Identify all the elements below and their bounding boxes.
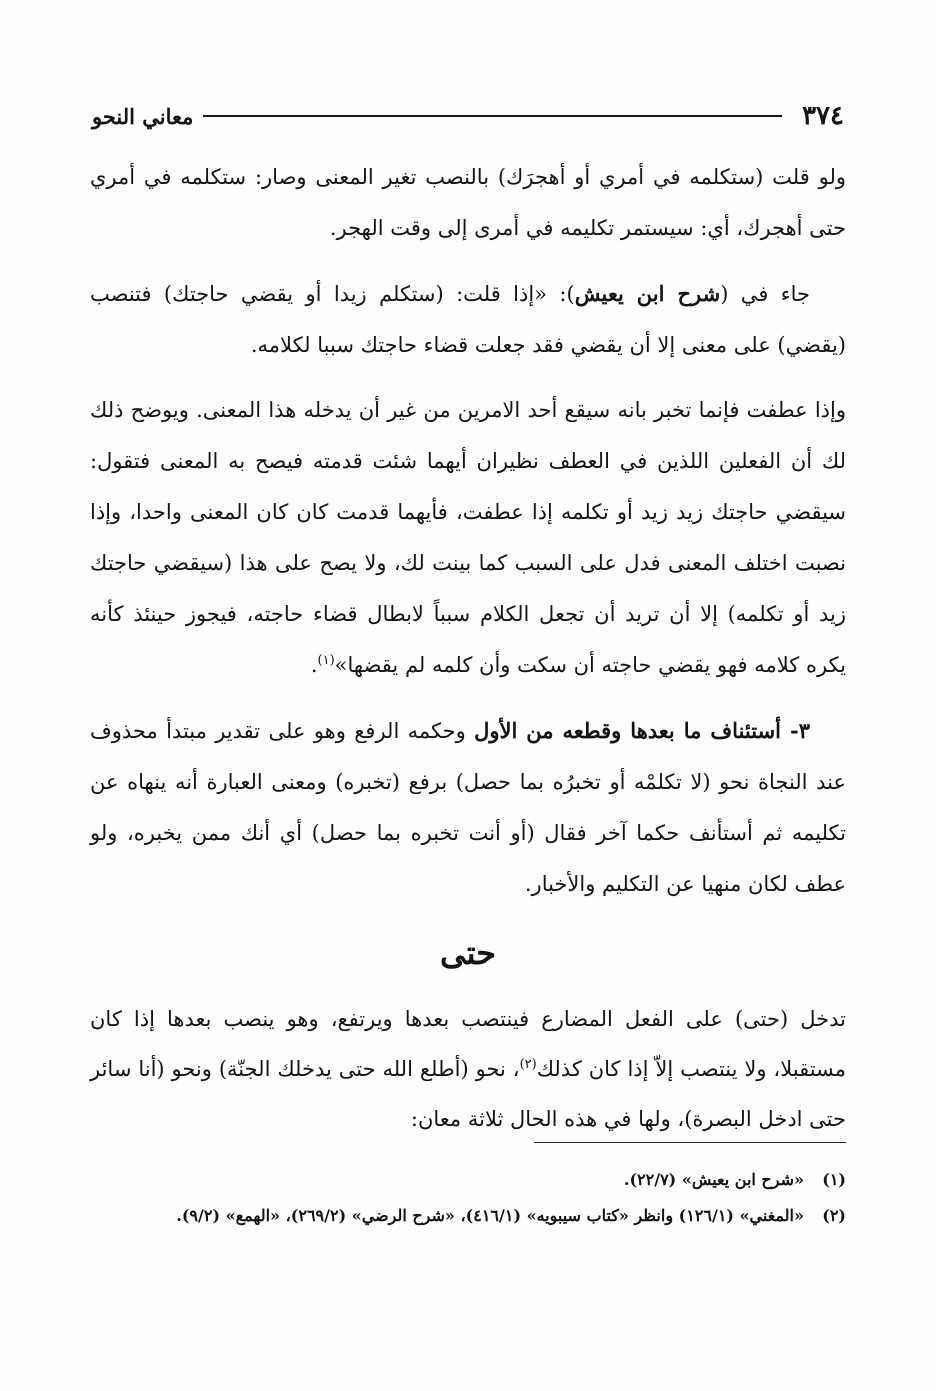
paragraph-2-start: جاء في (: [720, 282, 810, 306]
paragraph-1: ولو قلت (ستكلمه في أمري أو أهجرَك) بالنصب تغير المعنى وصار: ستكلمه في أمري حتى أهجرك، أي: سيستمر تكليمه في أمرى إلى وقت الهجر.: [90, 165, 846, 240]
paragraph-4-rest: وحكمه الرفع وهو على تقدير مبتدأ محذوف عند النجاة نحو (لا تكلمْه أو تخبرُه بما حصل) برفع (تخبره) ومعنى العبارة أنه ينهاه عن تكليمه ثم أستأنف حكما آخر فقال (أو أنت تخبره بما حصل) أي أنك ممن يخبره، ولو عطف لكان منهيا عن التكليم والأخبار.: [90, 719, 846, 896]
footnote-ref-2: (٢): [519, 1057, 537, 1072]
paragraph-4-heading: ٣- أستئناف ما بعدها وقطعه من الأول: [474, 718, 810, 743]
section-text-b: ، نحو (أطلع الله حتى يدخلك الجنّة) ونحو (أنا سائر حتى ادخل البصرة)، ولها في هذه الحال ثلاثة معان:: [90, 1057, 846, 1131]
paragraph-3-text: وإذا عطفت فإنما تخبر بانه سيقع أحد الامرين من غير أن يدخله هذا المعنى. ويوضح ذلك لك أن الفعلين اللذين في العطف نظيران أيهما شئت قدمته فيصح به المعنى فتقول: سيقضي حاجتك زيد زيد أو تكلمه إذا عطفت، فأيهما قدمت كان كان المعنى واحدا، وإذا نصبت اختلف المعنى فدل على السبب كما بينت لك، ولا يصح على هذا (سيقضي حاجتك زيد أو تكلمه) إلا أن تريد أن تجعل الكلام سبباً لابطال قضاء حاجته، فيجوز حينئذ كأنه يكره كلامه فهو يقضي حاجته أن سكت وأن كلمه لم يقضها»: [90, 398, 846, 677]
footnote-number: (٢): [822, 1206, 846, 1225]
section-heading: حتى: [439, 934, 497, 972]
footnote-text: «المغني» (١٢٦/١) وانظر «كتاب سيبويه» (٤١٦/١)، «شرح الرضي» (٢٦٩/٢)، «الهمع» (٩/٢).: [176, 1206, 804, 1225]
paragraph-3: وإذا عطفت فإنما تخبر بانه سيقع أحد الامرين من غير أن يدخله هذا المعنى. ويوضح ذلك لك أن الفعلين اللذين في العطف نظيران أيهما شئت قدمته فيصح به المعنى فتقول: سيقضي حاجتك زيد زيد أو تكلمه إذا عطفت، فأيهما قدمت كان كان المعنى واحدا، وإذا نصبت اختلف المعنى فدل على السبب كما بينت لك، ولا يصح على هذا (سيقضي حاجتك زيد أو تكلمه) إلا أن تريد أن تجعل الكلام سبباً لابطال قضاء حاجته، فيجوز حينئذ كأنه يكره كلامه فهو يقضي حاجته أن سكت وأن كلمه لم يقضها»$^{(١)}$.: [90, 398, 846, 677]
paragraph-2: [90, 268, 846, 371]
section-paragraph: [90, 994, 846, 1144]
main-text: [90, 152, 846, 910]
section-text-a: تدخل (حتى) على الفعل المضارع فينتصب بعدها ويرتفع، وهو ينصب بعدها إذا كان مستقبلا، ولا ينتصب إلاّ إذا كان كذلك: [90, 1007, 847, 1081]
footnote-number: (١): [822, 1170, 846, 1189]
paragraph-4: [90, 705, 846, 910]
page-header: [92, 96, 844, 136]
running-title: معاني النحو: [92, 103, 194, 129]
page-number: ٣٧٤: [802, 101, 844, 131]
footnotes: [90, 1162, 846, 1234]
paragraph-2-rest: ): «إذا قلت: (ستكلم زيدا أو يقضي حاجتك) فتنصب (يقضي) على معنى إلا أن يقضي فقد جعلت قضاء حاجتك سببا لكلامه.: [90, 282, 846, 357]
header-rule: [203, 115, 782, 117]
footnote-item: [90, 1198, 846, 1234]
footnote-rule: [534, 1142, 846, 1143]
cited-book-title: شرح ابن يعيش: [574, 281, 721, 306]
footnote-ref-1: (١): [317, 653, 335, 668]
footnote-text: «شرح ابن يعيش» (٢٢/٧).: [623, 1170, 804, 1189]
footnote-item: [90, 1162, 846, 1198]
